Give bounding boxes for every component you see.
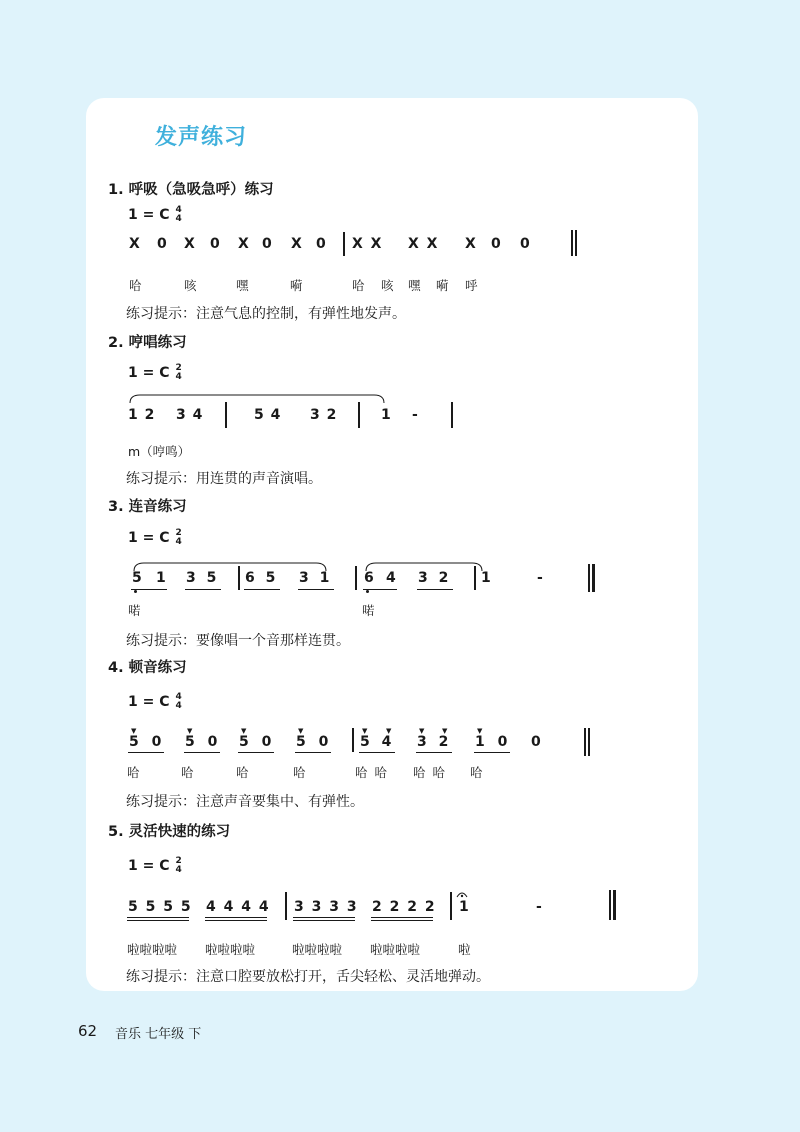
lyric: 嘿 [236,278,249,293]
underline [205,920,267,921]
bar-line [571,230,573,256]
note: X X [408,236,438,252]
lyric: 嘿 [408,278,421,293]
underline [295,752,331,753]
lyric: 哈 [293,765,306,780]
lyric: 哈 [181,765,194,780]
lyric: 哈 哈 [413,765,445,780]
underline [127,920,189,921]
staccato-mark: ▼ [419,727,425,735]
practice-tip: 练习提示：注意气息的控制，有弹性地发声。 [126,306,406,322]
underline [293,917,355,918]
note: 1 [156,570,166,586]
underline [184,752,220,753]
note: 6 5 [245,570,276,586]
note: 0 [210,236,220,252]
section-heading-humming: 2. 哼唱练习 [108,335,187,351]
underline [185,589,221,590]
bar-line [355,566,357,590]
lyric: 嗬 [290,278,303,293]
staccato-mark: ▼ [298,727,304,735]
note: 3 5 [186,570,217,586]
underline [359,752,395,753]
underline [363,589,397,590]
bar-line [588,728,590,756]
section-heading-breathing: 1. 呼吸（急吸急呼）练习 [108,182,274,198]
underline [474,752,510,753]
lyric: 哈 哈 [355,765,387,780]
lyric: m（哼鸣） [128,444,191,459]
underline [371,920,433,921]
practice-tip: 练习提示：注意声音要集中、有弹性。 [126,794,364,810]
note: 3 2 [417,734,449,750]
lyric: 嗬 [436,278,449,293]
note: X [291,236,302,252]
section-heading-agility: 5. 灵活快速的练习 [108,824,231,840]
note: 0 [491,236,501,252]
lyric: 啦啦啦啦 [292,942,343,957]
staccato-mark: ▼ [241,727,247,735]
note: X [129,236,140,252]
book-title: 音乐 七年级 下 [115,1027,202,1042]
note: 0 [531,734,541,750]
bar-line [343,232,345,256]
bar-line [352,728,354,752]
note: X [184,236,195,252]
practice-tip: 练习提示：要像唱一个音那样连贯。 [126,633,350,649]
staccato-mark: ▼ [187,727,193,735]
note: 1 [481,570,491,586]
bar-line [584,728,586,756]
note: 4 4 4 4 [206,899,269,915]
note: 1 [381,407,391,423]
fermata-icon [456,890,468,898]
lyric: 哈 [470,765,483,780]
note: X [465,236,476,252]
lyric: 喏 [128,603,141,618]
note: 4 [386,570,396,586]
note: 0 [157,236,167,252]
note: 3 3 3 3 [294,899,357,915]
bar-line [609,890,611,920]
key-signature: 1 = C 4 4 [128,692,182,711]
underline [371,917,433,918]
bar-line [592,564,595,592]
note: 5 0 [185,734,218,750]
note: 5 0 [239,734,272,750]
bar-line [588,564,590,592]
note: 0 [520,236,530,252]
key-signature: 1 = C 2 4 [128,528,182,547]
note: 3 1 [299,570,330,586]
note: X X [352,236,382,252]
underline [298,589,334,590]
practice-tip: 练习提示：注意口腔要放松打开，舌尖轻松、灵活地弹动。 [126,969,490,985]
section-heading-legato: 3. 连音练习 [108,499,187,515]
note: 2 2 2 2 [372,899,435,915]
lyric: 呼 [465,278,478,293]
lyric: 哈 [127,765,140,780]
page-number: 62 [78,1022,98,1040]
underline [131,589,167,590]
lyric: 啦啦啦啦 [127,942,178,957]
underline [416,752,452,753]
note: 6 [364,570,374,586]
note: 5 [132,570,142,586]
slur [128,393,388,405]
lyric: 哈 [352,278,365,293]
note: 3 4 [176,407,203,423]
underline [205,917,267,918]
lyric: 咳 [184,278,197,293]
note: 5 4 [254,407,281,423]
underline [244,589,280,590]
time-signature: 4 4 [175,205,182,224]
octave-dot [366,590,369,593]
note: 0 [262,236,272,252]
staccato-mark: ▼ [362,727,368,735]
staccato-mark: ▼ [477,727,483,735]
underline [238,752,274,753]
lyric: 哈 [236,765,249,780]
lyric: 啦 [458,942,471,957]
page-title: 发声练习 [155,125,248,150]
note: 1 2 [128,407,155,423]
lyric: 喏 [362,603,375,618]
underline [127,917,189,918]
practice-tip: 练习提示：用连贯的声音演唱。 [126,471,322,487]
staccato-mark: ▼ [131,727,137,735]
note: - [537,570,543,586]
lyric: 啦啦啦啦 [205,942,256,957]
lyric: 啦啦啦啦 [370,942,421,957]
note: 1 0 [475,734,508,750]
staccato-mark: ▼ [442,727,448,735]
note: 5 4 [360,734,392,750]
note: 5 0 [129,734,162,750]
time-signature: 2 4 [175,363,182,382]
lyric: 咳 [381,278,394,293]
note: 5 5 5 5 [128,899,191,915]
bar-line [613,890,616,920]
key-signature: 1 = C 4 4 [128,205,182,224]
note: 5 0 [296,734,329,750]
bar-line [225,402,227,428]
key-signature: 1 = C 2 4 [128,363,182,382]
underline [293,920,355,921]
bar-line [575,230,577,256]
note: 3 2 [310,407,337,423]
time-signature: 2 4 [175,856,182,875]
bar-line [358,402,360,428]
note: 3 2 [418,570,449,586]
time-signature: 4 4 [175,692,182,711]
note: - [536,899,542,915]
key-signature: 1 = C 2 4 [128,856,182,875]
time-signature: 2 4 [175,528,182,547]
bar-line [285,892,287,920]
octave-dot [134,590,137,593]
bar-line [450,892,452,920]
bar-line [474,566,476,590]
underline [128,752,164,753]
underline [417,589,453,590]
staccato-mark: ▼ [386,727,392,735]
note: X [238,236,249,252]
note: - [412,407,418,423]
note: 1 [459,899,469,915]
lyric: 哈 [129,278,142,293]
bar-line [451,402,453,428]
bar-line [238,566,240,590]
note: 0 [316,236,326,252]
section-heading-staccato: 4. 顿音练习 [108,660,187,676]
